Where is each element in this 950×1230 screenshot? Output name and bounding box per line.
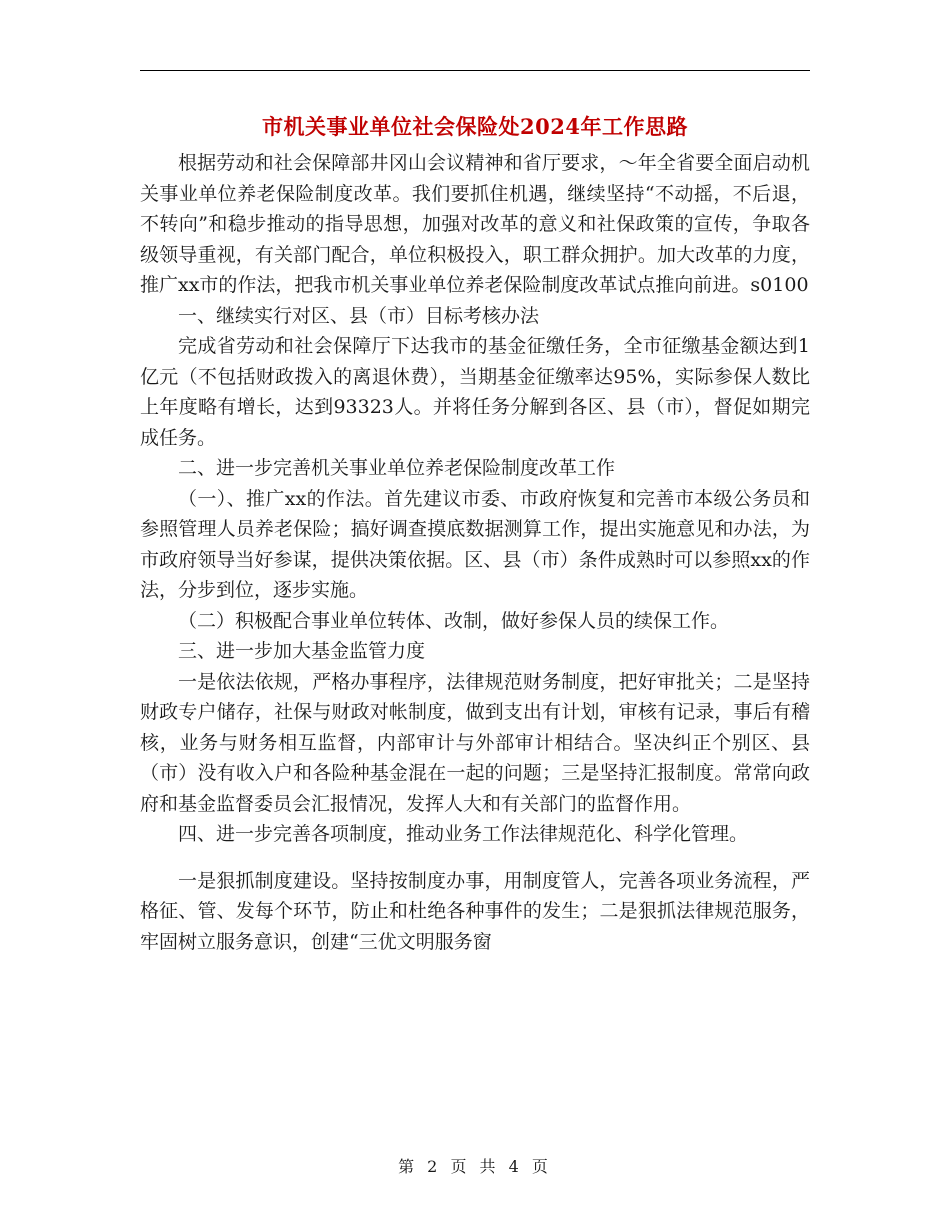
heading-section-2: 二、进一步完善机关事业单位养老保险制度改革工作 [178, 457, 616, 479]
heading-section-3: 三、进一步加大基金监管力度 [178, 640, 426, 662]
paragraph-section-2-item-2: （二）积极配合事业单位转体、改制，做好参保人员的续保工作。 [178, 609, 730, 632]
header-rule [140, 70, 810, 71]
document-body [140, 148, 810, 957]
heading-section-4: 四、进一步完善各项制度，推动业务工作法律规范化、科学化管理。 [178, 823, 749, 845]
paragraph-section-2-item-1: （一）、推广xx的作法。首先建议市委、市政府恢复和完善市本级公务员和参照管理人员养老保险；搞好调查摸底数据测算工作，提出实施意见和办法，为市政府领导当好参谋，提供决策依据。区、县（市）条件成熟时可以参照xx的作法，分步到位，逐步实施。 [140, 487, 810, 601]
paragraph-intro: 根据劳动和社会保障部井冈山会议精神和省厅要求，～年全省要全面启动机关事业单位养老保险制度改革。我们要抓住机遇，继续坚持“不动摇，不后退，不转向”和稳步推动的指导思想，加强对改革的意义和社保政策的宣传，争取各级领导重视，有关部门配合，单位积极投入，职工群众拥护。加大改革的力度，推广xx市的作法，把我市机关事业单位养老保险制度改革试点推向前进。s0100 [140, 152, 810, 296]
page-number: 第 2 页 共 4 页 [398, 1157, 552, 1176]
paragraph-section-1: 完成省劳动和社会保障厅下达我市的基金征缴任务，全市征缴基金额达到1亿元（不包括财政拨入的离退休费），当期基金征缴率达95%，实际参保人数比上年度略有增长，达到93323人。并将任务分解到各区、县（市），督促如期完成任务。 [140, 335, 810, 449]
heading-section-1: 一、继续实行对区、县（市）目标考核办法 [178, 304, 540, 327]
document-title: 市机关事业单位社会保险处2024年工作思路 [262, 114, 688, 139]
paragraph-section-3: 一是依法依规，严格办事程序，法律规范财务制度，把好审批关；二是坚持财政专户储存，社保与财政对帐制度，做到支出有计划，审核有记录，事后有稽核，业务与财务相互监督，内部审计与外部审计相结合。坚决纠正个别区、县（市）没有收入户和各险种基金混在一起的问题；三是坚持汇报制度。常常向政府和基金监督委员会汇报情况，发挥人大和有关部门的监督作用。 [140, 670, 810, 815]
paragraph-section-4: 一是狠抓制度建设。坚持按制度办事，用制度管人，完善各项业务流程，严格征、管、发每个环节，防止和杜绝各种事件的发生；二是狠抓法律规范服务，牢固树立服务意识，创建“三优文明服务窗 [140, 869, 810, 953]
